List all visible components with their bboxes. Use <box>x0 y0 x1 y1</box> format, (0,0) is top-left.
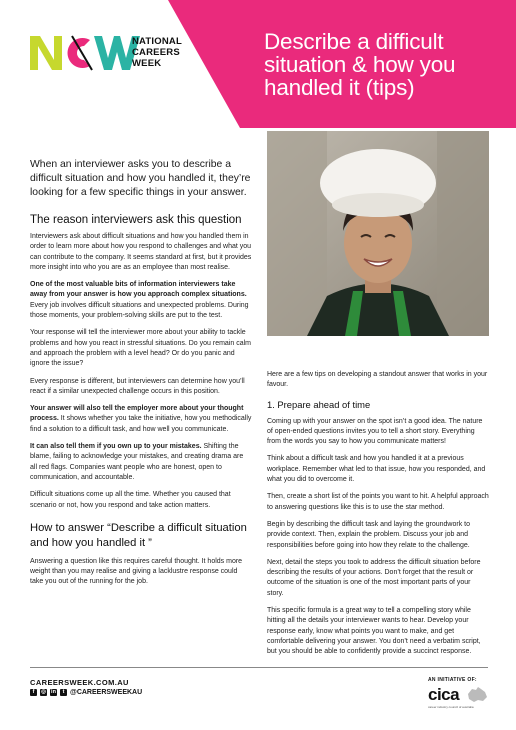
paragraph <box>30 442 252 483</box>
social-handle[interactable]: @CAREERSWEEKAU <box>70 689 143 696</box>
facebook-icon[interactable]: f <box>30 689 37 696</box>
paragraph: Answering a question like this requires careful thought. It holds more weight than you may realise and giving a lacklustre response could take you out of the running for the job. <box>30 557 243 586</box>
paragraph: This specific formula is a great way to tell a compelling story while hitting all the details your interviewer wants to hear. Develop your response early, know what points you want to make, and get comfortable delivering your answer. You don’t need a verbatim script, but you should be able to confidently provide a succinct response. <box>267 607 481 656</box>
paragraph: Then, create a short list of the points you want to hit. A helpful approach to answering questions like this is to use the star method. <box>267 493 489 511</box>
cica-logo: cica <box>428 685 460 704</box>
section-heading-reason: The reason interviewers ask this question <box>30 214 242 226</box>
footer-social <box>30 689 142 696</box>
logo-line-3: WEEK <box>132 58 162 69</box>
initiative-label: AN INITIATIVE OF: <box>428 677 477 683</box>
australia-map-icon <box>466 686 488 704</box>
paragraph: Every response is different, but interviewers can determine how you’ll react if a similar unexpected challenge occurs in this position. <box>30 377 245 395</box>
paragraph: Think about a difficult task and how you handled it at a previous workplace. Remember what led to that issue, how you responded, and what you did to overcome it. <box>267 455 486 484</box>
intro-paragraph: When an interviewer asks you to describe a difficult situation and how you handled it, they’re looking for a few specific things in your answer. <box>30 159 251 198</box>
paragraph: Interviewers ask about difficult situations and how you handled them in order to learn more about how you respond to challenges and what you can contribute to the company. It seems standard at first, but it provides more insight into who you are as an employee than most realise. <box>30 233 252 271</box>
paragraph <box>30 280 252 321</box>
cica-tagline: career industry council of australia <box>428 705 474 709</box>
logo-line-2: CAREERS <box>132 47 180 58</box>
paragraph <box>30 404 252 435</box>
paragraph: Begin by describing the difficult task and laying the groundwork to provide context. Then, explain the problem. Discuss your job and responsibilities before going into how they relate to the challenge. <box>267 520 470 549</box>
chef-photo <box>267 131 489 336</box>
right-column <box>267 370 489 665</box>
ncw-logo-icon <box>28 30 148 76</box>
section-heading-how-to-answer: How to answer “Describe a difficult situation and how you handled it ” <box>30 521 247 549</box>
paragraph: Difficult situations come up all the time. Whether you caused that scenario or not, how you respond and take action matters. <box>30 491 231 509</box>
paragraph: Coming up with your answer on the spot isn’t a good idea. The nature of open-ended questions invites you to tell a short story. Everything from the words you say to how you communicate matters! <box>267 417 483 446</box>
left-column <box>30 158 252 595</box>
paragraph: Your response will tell the interviewer more about your ability to tackle problems and how you react in stressful situations. Do you remain calm and approach the problem with a level head? Or do you panic and ignore the issue? <box>30 329 251 368</box>
linkedin-icon[interactable]: in <box>51 689 56 695</box>
paragraph-text: Every job involves difficult situations and unexpected problems. During those moments, your problem-solving skills are put to the test. <box>30 301 249 320</box>
page-title: Describe a difficult situation & how you handled it (tips) <box>264 29 456 100</box>
footer-website-link[interactable]: CAREERSWEEK.COM.AU <box>30 678 129 687</box>
twitter-icon[interactable]: t <box>60 689 67 696</box>
bold-lead: It can also tell them if you own up to your mistakes. <box>30 443 202 451</box>
footer-divider <box>30 667 488 668</box>
paragraph-text: Shifting the blame, failing to acknowledge your mistakes, and creating drama are all red flags. Companies want people who are honest, open to communication, and accountable. <box>30 443 244 481</box>
instagram-icon[interactable]: ◎ <box>41 689 46 695</box>
paragraph-text: It shows whether you take the initiative, how you methodically find a solution to a difficult task, and how well you communicate. <box>30 415 252 433</box>
header <box>0 0 516 128</box>
tip-heading-prepare: 1. Prepare ahead of time <box>267 398 371 410</box>
bold-lead: One of the most valuable bits of information interviewers take away from your answer is how you approach complex situations. <box>30 281 247 299</box>
paragraph: Here are a few tips on developing a standout answer that works in your favour. <box>267 371 488 389</box>
logo-line-1: NATIONAL <box>132 36 182 47</box>
paragraph: Next, detail the steps you took to address the difficult situation before describing the results of your actions. Don’t forget that the result or outcome of the situation is one of the most important parts of your story. <box>267 558 481 597</box>
logo-wordmark <box>132 36 182 69</box>
bold-lead: Your answer will also tell the employer more about your thought process. <box>30 405 244 423</box>
